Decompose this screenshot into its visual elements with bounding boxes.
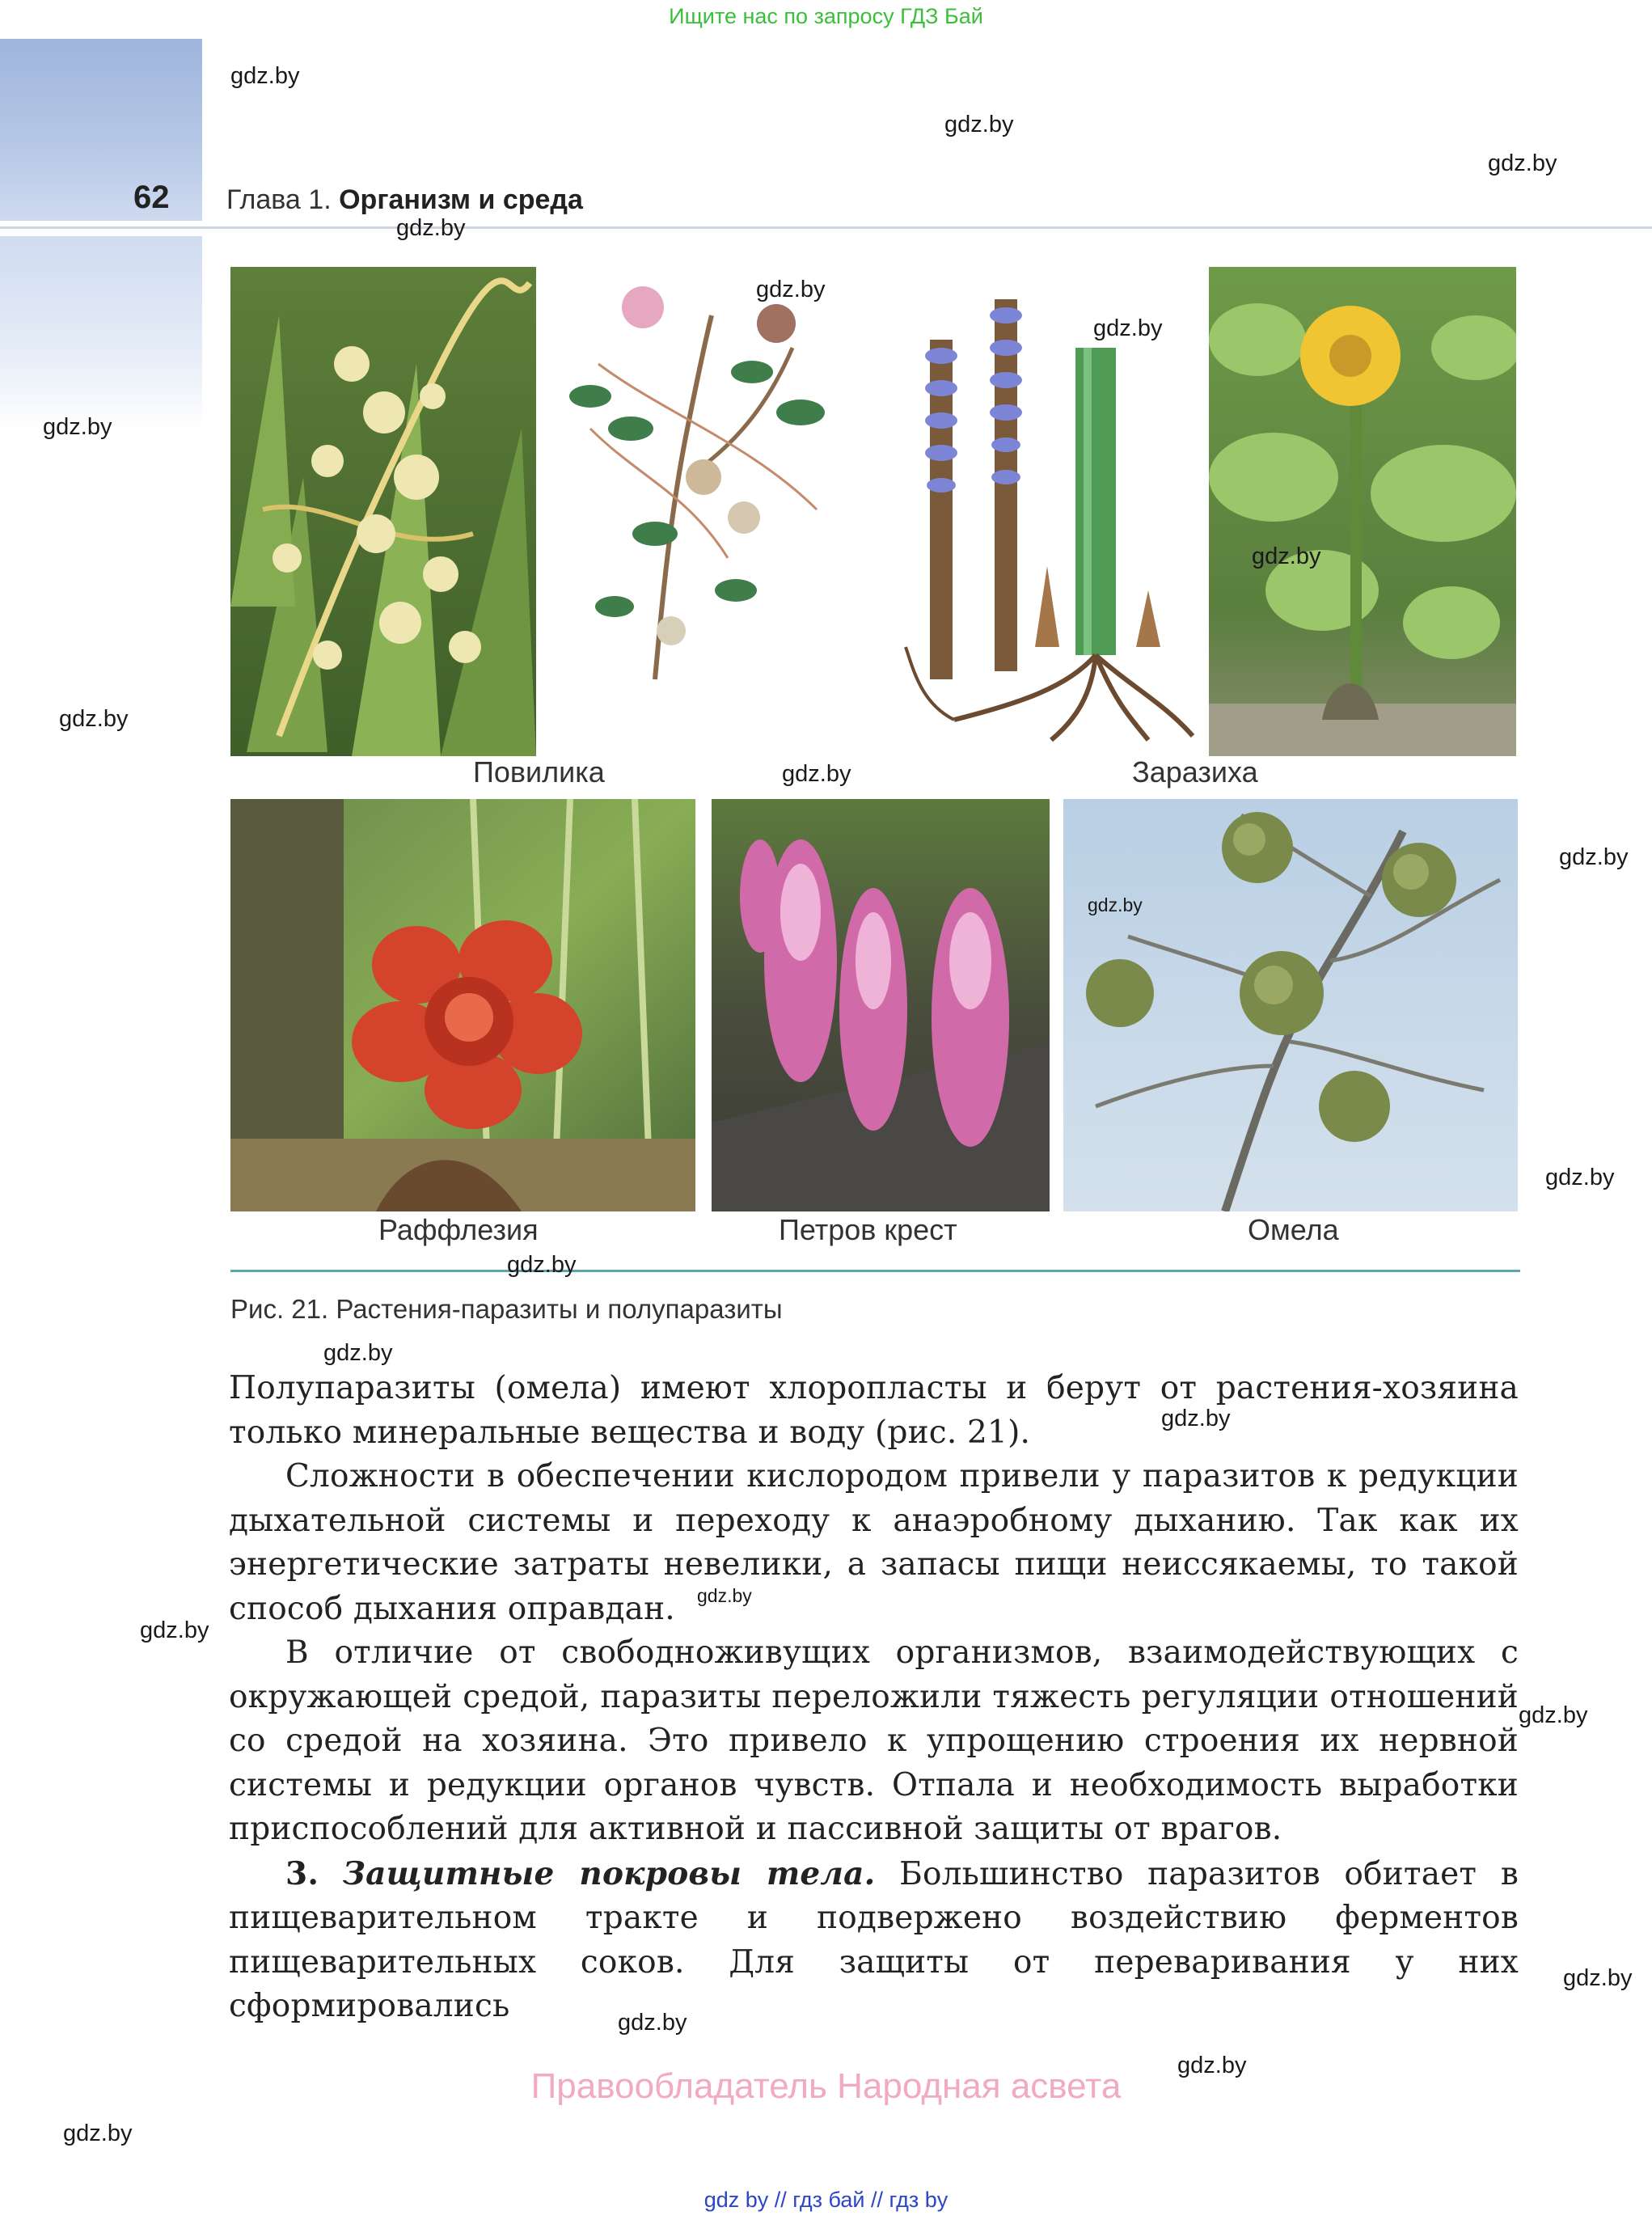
watermark: gdz.by [1088, 894, 1143, 915]
watermark: gdz.by [396, 215, 466, 241]
figure-caption: Рис. 21. Растения-паразиты и полупаразиты [230, 1294, 783, 1324]
watermark: gdz.by [1093, 315, 1163, 341]
watermark: gdz.by [782, 761, 851, 787]
photo-sunflower-zarazikha [1209, 267, 1516, 756]
footer-links[interactable]: gdz by // гдз бай // гдз by [703, 2188, 949, 2212]
watermark: gdz.by [1563, 1965, 1633, 1991]
chapter-title: Организм и среда [339, 184, 583, 215]
watermark: gdz.by [756, 277, 826, 302]
watermark: gdz.by [1559, 844, 1629, 870]
watermark: gdz.by [59, 706, 129, 732]
watermark: gdz.by [43, 414, 112, 440]
top-search-link[interactable]: Ищите нас по запросу ГДЗ Бай [669, 4, 983, 28]
watermark: gdz.by [618, 2010, 687, 2036]
photo-povilika [230, 267, 536, 756]
watermark: gdz.by [944, 112, 1014, 137]
chapter-heading [226, 184, 583, 216]
caption-petrov-krest: Петров крест [779, 1213, 957, 1246]
watermark: gdz.by [1177, 2053, 1247, 2078]
page-number: 62 [133, 180, 170, 215]
photo-petrov-krest [712, 799, 1050, 1211]
figure-rule [230, 1270, 1520, 1272]
photo-rafflesia [230, 799, 695, 1211]
paragraph-4-text: Большинство паразитов обитает в пищеварительном тракте и подвержено воздействию ферментов пищеварительных соков. Для защиты от переваривания у них сформировались [229, 1855, 1519, 2024]
caption-omela: Омела [1248, 1213, 1339, 1246]
illustration-clover-dodder [542, 267, 881, 687]
paragraph-4 [229, 1852, 1519, 2029]
watermark: gdz.by [1488, 150, 1557, 176]
watermark: gdz.by [63, 2120, 133, 2146]
caption-povilika: Повилика [473, 755, 605, 789]
paragraph-1: Полупаразиты (омела) имеют хлоропласты и берут от растения-хозяина только минеральные вещества и воду (рис. 21). [229, 1370, 1519, 1451]
watermark: gdz.by [1545, 1165, 1615, 1190]
watermark: gdz.by [140, 1617, 209, 1643]
caption-rafflesia: Раффлезия [378, 1213, 539, 1246]
paragraph-4-term: Защитные покровы тела. [342, 1854, 876, 1892]
watermark: gdz.by [230, 63, 300, 89]
watermark: gdz.by [697, 1585, 752, 1606]
chapter-prefix: Глава 1. [226, 184, 332, 215]
rights-holder: Правообладатель Народная асвета [530, 2066, 1122, 2106]
paragraph-2: Сложности в обеспечении кислородом привели у паразитов к редукции дыхательной системы и переходу к анаэробному дыханию. Так как их энергетические затраты невелики, а запасы пищи неиссякаемы, то такой способ дыхания оправдан. [229, 1458, 1519, 1627]
watermark: gdz.by [1519, 1702, 1588, 1728]
watermark: gdz.by [323, 1340, 393, 1366]
watermark: gdz.by [1252, 543, 1321, 569]
caption-zarazikha: Заразиха [1132, 755, 1258, 789]
watermark: gdz.by [507, 1252, 577, 1278]
photo-omela [1063, 799, 1518, 1211]
header-side-band [0, 39, 202, 221]
paragraph-4-number: 3. [285, 1854, 319, 1892]
header-rule [0, 226, 1652, 229]
watermark: gdz.by [1161, 1406, 1231, 1431]
paragraph-3: В отличие от свободноживущих организмов, взаимодействующих с окружающей средой, паразиты переложили тяжесть регуляции отношений со средой на хозяина. Это привело к упрощению строения их нервной системы и редукции органов чувств. Отпала и необходимость выработки приспособлений для активной и пассивной защиты от врагов. [229, 1634, 1519, 1847]
body-text [229, 1367, 1519, 2029]
side-gradient [0, 236, 202, 430]
